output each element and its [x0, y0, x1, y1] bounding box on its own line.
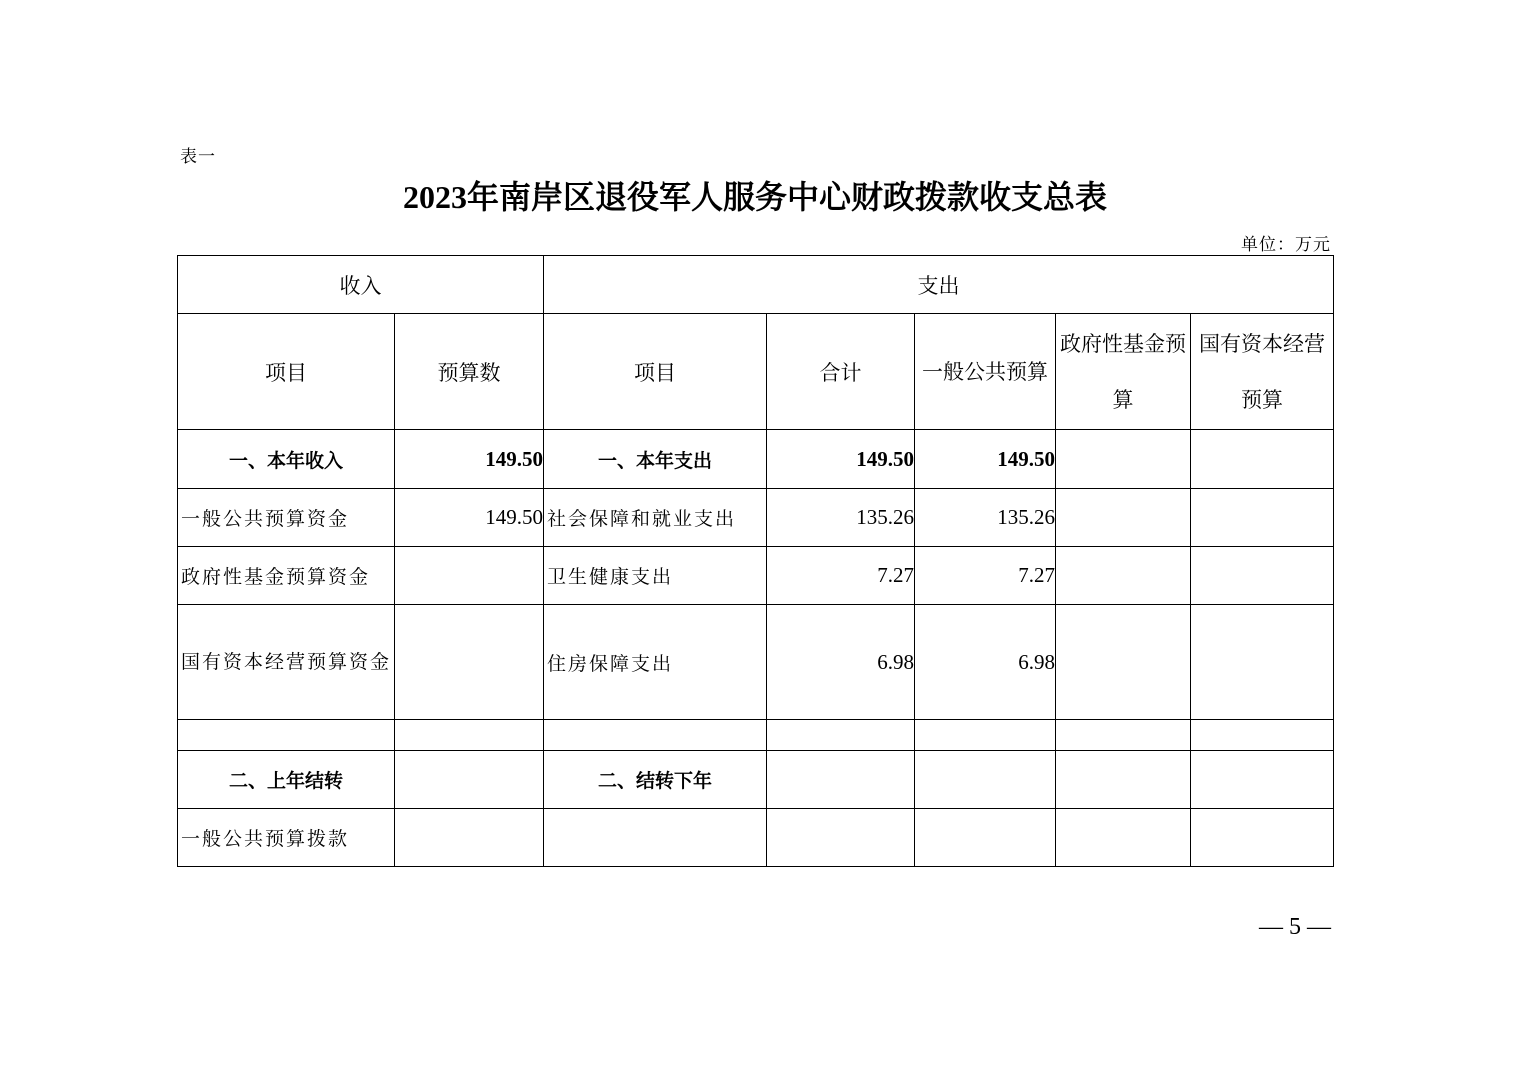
page-number: — 5 — [1259, 914, 1331, 940]
table-row [178, 720, 1334, 751]
income-budget-cell [395, 605, 544, 720]
gov-fund-header: 政府性基金预算 [1056, 314, 1191, 430]
general-cell: 149.50 [915, 430, 1056, 489]
income-budget-cell: 149.50 [395, 430, 544, 489]
income-item-cell: 国有资本经营预算资金 [178, 605, 395, 720]
table-row [178, 547, 1334, 605]
gov-fund-cell [1056, 489, 1191, 547]
gov-fund-cell [1056, 751, 1191, 809]
income-budget-cell: 149.50 [395, 489, 544, 547]
general-budget-header: 一般公共预算 [915, 314, 1056, 430]
table-row [178, 430, 1334, 489]
income-budget-cell [395, 547, 544, 605]
table-label: 表一 [180, 147, 216, 167]
state-capital-header: 国有资本经营预算 [1191, 314, 1334, 430]
expense-item-cell: 住房保障支出 [544, 605, 767, 720]
total-cell: 6.98 [767, 605, 915, 720]
budget-table [177, 255, 1334, 867]
expense-item-cell: 社会保障和就业支出 [544, 489, 767, 547]
table-row [178, 809, 1334, 867]
income-budget-cell [395, 809, 544, 867]
gov-fund-cell [1056, 809, 1191, 867]
income-item-cell [178, 720, 395, 751]
income-item-cell: 一、本年收入 [178, 430, 395, 489]
income-item-cell: 一般公共预算资金 [178, 489, 395, 547]
expense-header: 支出 [544, 256, 1334, 314]
income-item-cell: 政府性基金预算资金 [178, 547, 395, 605]
general-cell [915, 751, 1056, 809]
expense-item-cell: 二、结转下年 [544, 751, 767, 809]
general-cell [915, 809, 1056, 867]
expense-item-cell [544, 720, 767, 751]
income-header: 收入 [178, 256, 544, 314]
table-row [178, 605, 1334, 720]
state-capital-cell [1191, 809, 1334, 867]
unit-label: 单位：万元 [1241, 235, 1331, 255]
state-capital-cell [1191, 489, 1334, 547]
total-cell: 149.50 [767, 430, 915, 489]
expense-item-cell: 一、本年支出 [544, 430, 767, 489]
state-capital-cell [1191, 547, 1334, 605]
gov-fund-cell [1056, 720, 1191, 751]
income-budget-header: 预算数 [395, 314, 544, 430]
general-cell: 7.27 [915, 547, 1056, 605]
general-cell [915, 720, 1056, 751]
table-row [178, 751, 1334, 809]
gov-fund-cell [1056, 605, 1191, 720]
income-item-header: 项目 [178, 314, 395, 430]
income-budget-cell [395, 720, 544, 751]
header-row-2 [178, 314, 1334, 430]
table-row [178, 489, 1334, 547]
income-item-cell: 二、上年结转 [178, 751, 395, 809]
general-cell: 135.26 [915, 489, 1056, 547]
header-row-1 [178, 256, 1334, 314]
gov-fund-cell [1056, 430, 1191, 489]
total-cell [767, 751, 915, 809]
state-capital-cell [1191, 430, 1334, 489]
expense-item-cell [544, 809, 767, 867]
total-cell [767, 809, 915, 867]
state-capital-cell [1191, 720, 1334, 751]
total-header: 合计 [767, 314, 915, 430]
document-title: 2023年南岸区退役军人服务中心财政拨款收支总表 [402, 179, 1107, 215]
total-cell [767, 720, 915, 751]
gov-fund-cell [1056, 547, 1191, 605]
total-cell: 7.27 [767, 547, 915, 605]
expense-item-header: 项目 [544, 314, 767, 430]
state-capital-cell [1191, 751, 1334, 809]
expense-item-cell: 卫生健康支出 [544, 547, 767, 605]
income-budget-cell [395, 751, 544, 809]
general-cell: 6.98 [915, 605, 1056, 720]
income-item-cell: 一般公共预算拨款 [178, 809, 395, 867]
total-cell: 135.26 [767, 489, 915, 547]
state-capital-cell [1191, 605, 1334, 720]
